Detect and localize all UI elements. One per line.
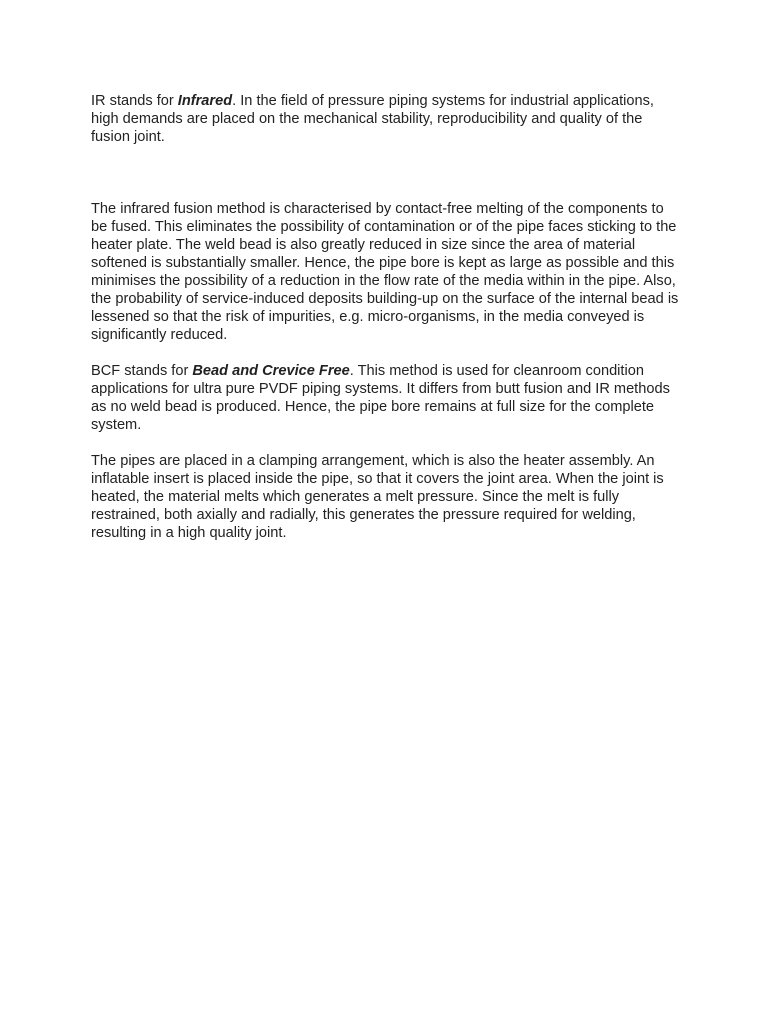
- paragraph-text: IR stands for: [91, 93, 178, 109]
- paragraph-infrared-method: The infrared fusion method is characterised by contact-free melting of the components to be fused. This eliminates the possibility of contamination or of the pipe faces sticking to the heater plate. The weld bead is also greatly reduced in size since the area of material softened is substantially smaller. Hence, the pipe bore is kept as large as possible and this minimises the possibility of a reduction in the flow rate of the media within in the pipe. Also, the probability of service-induced deposits building-up on the surface of the internal bead is lessened so that the risk of impurities, e.g. micro-organisms, in the media conveyed is significantly reduced.: [91, 201, 679, 343]
- paragraph-bcf-definition: [91, 362, 683, 434]
- emphasis-term-bead-and-crevice-free: Bead and Crevice Free: [192, 363, 350, 379]
- paragraph-text: . In the field of pressure piping systems for industrial applications, high demands are placed on the mechanical stability, reproducibility and quality of the fusion joint.: [91, 93, 654, 145]
- paragraph-text: BCF stands for: [91, 363, 193, 379]
- paragraph-text: . This method is used for cleanroom condition applications for ultra pure PVDF piping systems. It differs from butt fusion and IR methods as no weld bead is produced. Hence, the pipe bore remains at full size for the complete system.: [91, 363, 670, 433]
- paragraph-ir-definition: [91, 92, 683, 146]
- paragraph-clamping-process: The pipes are placed in a clamping arrangement, which is also the heater assembly. An inflatable insert is placed inside the pipe, so that it covers the joint area. When the joint is heated, the material melts which generates a melt pressure. Since the melt is fully restrained, both axially and radially, this generates the pressure required for welding, resulting in a high quality joint.: [91, 453, 664, 541]
- document-body: [91, 92, 683, 542]
- emphasis-term-infrared: Infrared: [177, 93, 233, 109]
